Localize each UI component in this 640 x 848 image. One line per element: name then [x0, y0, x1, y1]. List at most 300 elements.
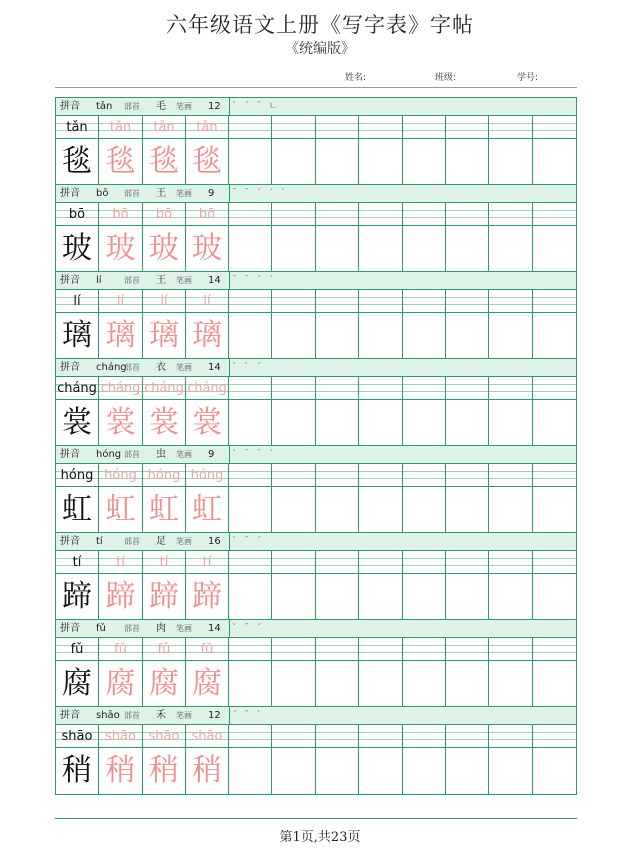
- blank-writing-cell[interactable]: [316, 139, 359, 184]
- blank-pinyin-cell[interactable]: [272, 725, 315, 747]
- blank-writing-cell[interactable]: [489, 574, 532, 619]
- blank-pinyin-cell[interactable]: [272, 638, 315, 660]
- hanzi-cell: [99, 139, 143, 184]
- hanzi-cell: [186, 748, 229, 794]
- blank-pinyin-cell[interactable]: [359, 638, 402, 660]
- character-entry: [56, 185, 576, 272]
- pinyin-trace: tǎn: [109, 120, 132, 135]
- hanzi-cell: [56, 487, 99, 532]
- blank-pinyin-cell[interactable]: [446, 638, 489, 660]
- blank-writing-cell[interactable]: [272, 661, 315, 706]
- blank-pinyin-cell[interactable]: [533, 638, 576, 660]
- hanzi-cell: [143, 139, 186, 184]
- model-character: 稍: [62, 753, 92, 788]
- pinyin-label: 拼音: [60, 188, 80, 199]
- hanzi-cell: [186, 139, 229, 184]
- blank-pinyin-cell[interactable]: [316, 203, 359, 225]
- trace-character: 玻: [149, 231, 179, 266]
- blank-pinyin-cell[interactable]: [403, 551, 446, 573]
- blank-pinyin-cell[interactable]: [489, 638, 532, 660]
- hanzi-row: [56, 139, 576, 185]
- entry-header: [56, 98, 576, 116]
- stroke-count: 12: [208, 710, 221, 721]
- radical-value: 足: [156, 536, 166, 547]
- stroke-count: 9: [208, 188, 215, 199]
- hanzi-cell: [186, 313, 229, 358]
- pinyin-trace: tǎn: [153, 120, 175, 135]
- pinyin-label: 拼音: [60, 362, 80, 373]
- strokes-label: 笔画: [176, 363, 192, 372]
- pinyin-trace: shāo: [105, 729, 136, 744]
- blank-pinyin-cell[interactable]: [446, 464, 489, 486]
- blank-writing-cell[interactable]: [272, 574, 315, 619]
- pinyin-cell: [186, 725, 229, 747]
- blank-writing-cell[interactable]: [446, 748, 489, 794]
- blank-pinyin-cell[interactable]: [316, 290, 359, 312]
- blank-pinyin-cell[interactable]: [403, 464, 446, 486]
- blank-pinyin-cell[interactable]: [359, 116, 402, 138]
- stroke-count: 14: [208, 623, 221, 634]
- pinyin-cell: [56, 551, 99, 573]
- hanzi-cell: [143, 574, 186, 619]
- blank-writing-cell[interactable]: [403, 748, 446, 794]
- blank-writing-cell[interactable]: [359, 487, 402, 532]
- radical-value: 禾: [156, 710, 166, 721]
- pinyin-cell: [99, 551, 143, 573]
- blank-writing-cell[interactable]: [272, 139, 315, 184]
- trace-character: 稍: [192, 753, 222, 788]
- pinyin-cell: [186, 290, 229, 312]
- pinyin-row: [56, 377, 576, 400]
- blank-pinyin-cell[interactable]: [446, 290, 489, 312]
- blank-pinyin-cell[interactable]: [359, 551, 402, 573]
- strokes-label: 笔画: [176, 624, 192, 633]
- pinyin-cell: [99, 725, 143, 747]
- pinyin-trace: tí: [159, 555, 169, 570]
- entry-info: [56, 359, 230, 376]
- hanzi-cell: [143, 748, 186, 794]
- hanzi-cell: [99, 661, 143, 706]
- blank-pinyin-cell[interactable]: [272, 551, 315, 573]
- pinyin-cell: [99, 203, 143, 225]
- hanzi-cell: [99, 487, 143, 532]
- stroke-count: 9: [208, 449, 215, 460]
- hanzi-cell: [99, 226, 143, 271]
- pinyin-row: [56, 203, 576, 226]
- hanzi-cell: [143, 661, 186, 706]
- hanzi-cell: [186, 574, 229, 619]
- blank-writing-cell[interactable]: [316, 661, 359, 706]
- trace-character: 虹: [149, 492, 179, 527]
- strokes-label: 笔画: [176, 450, 192, 459]
- hanzi-cell: [143, 400, 186, 445]
- hanzi-row: [56, 748, 576, 794]
- character-entry: [56, 707, 576, 794]
- blank-writing-cell[interactable]: [316, 313, 359, 358]
- pinyin-text: cháng: [57, 381, 97, 396]
- blank-pinyin-cell[interactable]: [359, 725, 402, 747]
- pinyin-value: shāo: [96, 710, 120, 721]
- blank-writing-cell[interactable]: [359, 226, 402, 271]
- blank-writing-cell[interactable]: [229, 487, 272, 532]
- blank-pinyin-cell[interactable]: [229, 551, 272, 573]
- blank-writing-cell[interactable]: [229, 313, 272, 358]
- character-entry: [56, 533, 576, 620]
- blank-pinyin-cell[interactable]: [489, 116, 532, 138]
- blank-pinyin-cell[interactable]: [489, 377, 532, 399]
- blank-writing-cell[interactable]: [229, 226, 272, 271]
- pinyin-trace: fǔ: [114, 642, 127, 657]
- blank-pinyin-cell[interactable]: [403, 290, 446, 312]
- pinyin-cell: [186, 377, 229, 399]
- entry-info: [56, 98, 230, 115]
- hanzi-cell: [143, 313, 186, 358]
- radical-value: 王: [156, 275, 166, 286]
- pinyin-trace: cháng: [144, 381, 184, 396]
- radical-value: 肉: [156, 623, 166, 634]
- blank-writing-cell[interactable]: [316, 400, 359, 445]
- blank-pinyin-cell[interactable]: [359, 464, 402, 486]
- blank-writing-cell[interactable]: [446, 226, 489, 271]
- radical-label: 部首: [124, 189, 140, 198]
- trace-character: 璃: [149, 318, 179, 353]
- hanzi-row: [56, 226, 576, 272]
- pinyin-trace: tí: [116, 555, 125, 570]
- blank-writing-cell[interactable]: [272, 400, 315, 445]
- blank-writing-cell[interactable]: [489, 139, 532, 184]
- hanzi-cell: [56, 139, 99, 184]
- model-character: 玻: [62, 231, 92, 266]
- hanzi-cell: [56, 313, 99, 358]
- pinyin-cell: [186, 638, 229, 660]
- blank-pinyin-cell[interactable]: [229, 203, 272, 225]
- blank-writing-cell[interactable]: [272, 487, 315, 532]
- blank-pinyin-cell[interactable]: [446, 725, 489, 747]
- pinyin-row: [56, 551, 576, 574]
- blank-pinyin-cell[interactable]: [229, 377, 272, 399]
- blank-writing-cell[interactable]: [403, 400, 446, 445]
- stroke-order: ˋ ˉ ˉ ˊ: [232, 449, 276, 460]
- pinyin-trace: bō: [155, 207, 173, 222]
- pinyin-row: [56, 290, 576, 313]
- hanzi-cell: [56, 574, 99, 619]
- blank-pinyin-cell[interactable]: [446, 116, 489, 138]
- hanzi-cell: [99, 400, 143, 445]
- student-info-row: [345, 70, 605, 84]
- blank-writing-cell[interactable]: [446, 139, 489, 184]
- blank-pinyin-cell[interactable]: [316, 638, 359, 660]
- blank-pinyin-cell[interactable]: [359, 377, 402, 399]
- blank-writing-cell[interactable]: [229, 574, 272, 619]
- pinyin-value: lí: [96, 275, 102, 286]
- blank-pinyin-cell[interactable]: [316, 377, 359, 399]
- blank-writing-cell[interactable]: [403, 313, 446, 358]
- character-entry: [56, 359, 576, 446]
- pinyin-trace: bō: [198, 207, 216, 222]
- blank-pinyin-cell[interactable]: [489, 203, 532, 225]
- number-label: 学号:: [517, 73, 539, 83]
- strokes-label: 笔画: [176, 711, 192, 720]
- entry-header: [56, 359, 576, 377]
- pinyin-cell: [186, 116, 229, 138]
- character-entry: [56, 272, 576, 359]
- radical-label: 部首: [124, 450, 140, 459]
- entry-header: [56, 533, 576, 551]
- blank-writing-cell[interactable]: [446, 661, 489, 706]
- blank-writing-cell[interactable]: [229, 748, 272, 794]
- blank-pinyin-cell[interactable]: [403, 377, 446, 399]
- page-title: 六年级语文上册《写字表》字帖: [166, 13, 474, 37]
- hanzi-cell: [56, 661, 99, 706]
- blank-pinyin-cell[interactable]: [446, 377, 489, 399]
- blank-writing-cell[interactable]: [359, 400, 402, 445]
- pinyin-label: 拼音: [60, 710, 80, 721]
- blank-pinyin-cell[interactable]: [229, 725, 272, 747]
- blank-writing-cell[interactable]: [359, 748, 402, 794]
- stroke-count: 14: [208, 362, 221, 373]
- radical-value: 毛: [156, 101, 166, 112]
- pinyin-trace: fǔ: [200, 642, 214, 657]
- blank-pinyin-cell[interactable]: [489, 725, 532, 747]
- blank-writing-cell[interactable]: [446, 400, 489, 445]
- pinyin-cell: [143, 638, 186, 660]
- blank-pinyin-cell[interactable]: [229, 116, 272, 138]
- hanzi-cell: [56, 748, 99, 794]
- blank-pinyin-cell[interactable]: [272, 116, 315, 138]
- trace-character: 蹄: [105, 579, 136, 614]
- trace-character: 蹄: [192, 579, 222, 614]
- blank-writing-cell[interactable]: [229, 139, 272, 184]
- blank-pinyin-cell[interactable]: [533, 116, 576, 138]
- trace-character: 稍: [149, 753, 179, 788]
- model-character: 璃: [62, 318, 92, 353]
- pinyin-row: [56, 464, 576, 487]
- blank-writing-cell[interactable]: [316, 574, 359, 619]
- hanzi-cell: [56, 226, 99, 271]
- blank-pinyin-cell[interactable]: [446, 551, 489, 573]
- pinyin-text: hóng: [60, 468, 94, 483]
- hanzi-row: [56, 400, 576, 446]
- blank-pinyin-cell[interactable]: [533, 464, 576, 486]
- pinyin-cell: [143, 203, 186, 225]
- trace-character: 腐: [149, 666, 179, 701]
- blank-pinyin-cell[interactable]: [533, 290, 576, 312]
- pinyin-trace: lí: [160, 294, 168, 309]
- blank-writing-cell[interactable]: [446, 574, 489, 619]
- pinyin-cell: [143, 116, 186, 138]
- radical-label: 部首: [124, 711, 140, 720]
- pinyin-value: cháng: [96, 362, 127, 373]
- blank-writing-cell[interactable]: [533, 574, 576, 619]
- blank-writing-cell[interactable]: [403, 226, 446, 271]
- pinyin-row: [56, 116, 576, 139]
- blank-writing-cell[interactable]: [489, 661, 532, 706]
- blank-pinyin-cell[interactable]: [489, 290, 532, 312]
- blank-writing-cell[interactable]: [533, 400, 576, 445]
- radical-value: 王: [156, 188, 166, 199]
- blank-writing-cell[interactable]: [533, 139, 576, 184]
- blank-writing-cell[interactable]: [489, 226, 532, 271]
- blank-pinyin-cell[interactable]: [403, 203, 446, 225]
- stroke-count: 16: [208, 536, 221, 547]
- pinyin-trace: shāo: [148, 729, 180, 744]
- pinyin-row: [56, 638, 576, 661]
- blank-writing-cell[interactable]: [272, 313, 315, 358]
- trace-character: 毯: [192, 144, 222, 179]
- character-entry: [56, 446, 576, 533]
- hanzi-cell: [143, 487, 186, 532]
- blank-pinyin-cell[interactable]: [403, 725, 446, 747]
- blank-pinyin-cell[interactable]: [272, 290, 315, 312]
- blank-writing-cell[interactable]: [316, 487, 359, 532]
- hanzi-cell: [186, 661, 229, 706]
- blank-writing-cell[interactable]: [359, 139, 402, 184]
- strokes-label: 笔画: [176, 189, 192, 198]
- pinyin-trace: tǎn: [196, 120, 218, 135]
- blank-writing-cell[interactable]: [359, 313, 402, 358]
- blank-writing-cell[interactable]: [446, 313, 489, 358]
- strokes-label: 笔画: [176, 537, 192, 546]
- blank-pinyin-cell[interactable]: [403, 638, 446, 660]
- hanzi-row: [56, 661, 576, 707]
- blank-pinyin-cell[interactable]: [316, 116, 359, 138]
- pinyin-trace: hóng: [190, 468, 224, 483]
- blank-writing-cell[interactable]: [316, 226, 359, 271]
- pinyin-cell: [99, 464, 143, 486]
- pinyin-value: tǎn: [96, 101, 113, 112]
- strokes-label: 笔画: [176, 276, 192, 285]
- blank-writing-cell[interactable]: [229, 400, 272, 445]
- trace-character: 璃: [105, 318, 136, 353]
- blank-pinyin-cell[interactable]: [533, 203, 576, 225]
- hanzi-cell: [99, 574, 143, 619]
- trace-character: 虹: [105, 492, 136, 527]
- hanzi-cell: [186, 400, 229, 445]
- stroke-count: 12: [208, 101, 221, 112]
- model-character: 毯: [62, 144, 92, 179]
- blank-pinyin-cell[interactable]: [489, 551, 532, 573]
- blank-pinyin-cell[interactable]: [533, 725, 576, 747]
- stroke-order: ˉ ˉ ˊ ˊ: [232, 275, 276, 286]
- entry-info: [56, 272, 230, 289]
- trace-character: 稍: [105, 753, 136, 788]
- blank-writing-cell[interactable]: [446, 487, 489, 532]
- blank-writing-cell[interactable]: [533, 661, 576, 706]
- blank-pinyin-cell[interactable]: [316, 464, 359, 486]
- strokes-label: 笔画: [176, 102, 192, 111]
- trace-character: 腐: [105, 666, 136, 701]
- blank-writing-cell[interactable]: [403, 574, 446, 619]
- blank-pinyin-cell[interactable]: [229, 290, 272, 312]
- practice-sheet: [55, 97, 577, 795]
- pinyin-cell: [99, 638, 143, 660]
- blank-writing-cell[interactable]: [229, 661, 272, 706]
- blank-pinyin-cell[interactable]: [359, 203, 402, 225]
- trace-character: 裳: [192, 405, 222, 440]
- trace-character: 玻: [192, 231, 222, 266]
- entry-info: [56, 707, 230, 724]
- blank-writing-cell[interactable]: [359, 661, 402, 706]
- pinyin-value: tí: [96, 536, 103, 547]
- pinyin-cell: [99, 116, 143, 138]
- blank-writing-cell[interactable]: [403, 661, 446, 706]
- pinyin-cell: [143, 551, 186, 573]
- pinyin-cell: [56, 464, 99, 486]
- blank-pinyin-cell[interactable]: [229, 638, 272, 660]
- blank-pinyin-cell[interactable]: [533, 377, 576, 399]
- pinyin-trace: hóng: [104, 468, 137, 483]
- pinyin-cell: [143, 377, 186, 399]
- blank-pinyin-cell[interactable]: [229, 464, 272, 486]
- pinyin-label: 拼音: [60, 101, 80, 112]
- pinyin-trace: bō: [112, 207, 129, 222]
- pinyin-label: 拼音: [60, 623, 80, 634]
- footer-divider: [55, 818, 577, 819]
- hanzi-cell: [99, 748, 143, 794]
- hanzi-row: [56, 313, 576, 359]
- radical-label: 部首: [124, 276, 140, 285]
- radical-value: 衣: [156, 362, 166, 373]
- blank-writing-cell[interactable]: [403, 139, 446, 184]
- pinyin-cell: [186, 551, 229, 573]
- blank-writing-cell[interactable]: [272, 748, 315, 794]
- entry-header: [56, 272, 576, 290]
- trace-character: 玻: [105, 231, 136, 266]
- blank-writing-cell[interactable]: [359, 574, 402, 619]
- blank-writing-cell[interactable]: [489, 487, 532, 532]
- model-character: 虹: [62, 492, 92, 527]
- blank-pinyin-cell[interactable]: [533, 551, 576, 573]
- pinyin-label: 拼音: [60, 536, 80, 547]
- blank-pinyin-cell[interactable]: [272, 377, 315, 399]
- blank-pinyin-cell[interactable]: [272, 464, 315, 486]
- blank-writing-cell[interactable]: [272, 226, 315, 271]
- blank-writing-cell[interactable]: [403, 487, 446, 532]
- blank-pinyin-cell[interactable]: [316, 551, 359, 573]
- blank-writing-cell[interactable]: [316, 748, 359, 794]
- pinyin-cell: [143, 290, 186, 312]
- blank-writing-cell[interactable]: [533, 487, 576, 532]
- blank-writing-cell[interactable]: [489, 748, 532, 794]
- hanzi-row: [56, 487, 576, 533]
- pinyin-text: bō: [68, 207, 86, 222]
- blank-pinyin-cell[interactable]: [489, 464, 532, 486]
- blank-pinyin-cell[interactable]: [272, 203, 315, 225]
- stroke-order: ˋ ˋ ˊ: [232, 362, 264, 373]
- pinyin-cell: [56, 290, 99, 312]
- blank-writing-cell[interactable]: [489, 313, 532, 358]
- hanzi-cell: [99, 313, 143, 358]
- blank-writing-cell[interactable]: [533, 313, 576, 358]
- entry-info: [56, 185, 230, 202]
- blank-writing-cell[interactable]: [533, 226, 576, 271]
- radical-label: 部首: [124, 537, 140, 546]
- blank-pinyin-cell[interactable]: [359, 290, 402, 312]
- blank-pinyin-cell[interactable]: [446, 203, 489, 225]
- radical-label: 部首: [124, 102, 140, 111]
- pinyin-trace: shāo: [191, 729, 223, 744]
- blank-pinyin-cell[interactable]: [316, 725, 359, 747]
- pinyin-cell: [99, 290, 143, 312]
- blank-writing-cell[interactable]: [489, 400, 532, 445]
- pinyin-trace: tí: [202, 555, 212, 570]
- character-entry: [56, 98, 576, 185]
- stroke-count: 14: [208, 275, 221, 286]
- blank-pinyin-cell[interactable]: [403, 116, 446, 138]
- pinyin-trace: lí: [203, 294, 211, 309]
- blank-writing-cell[interactable]: [533, 748, 576, 794]
- model-character: 腐: [62, 666, 92, 701]
